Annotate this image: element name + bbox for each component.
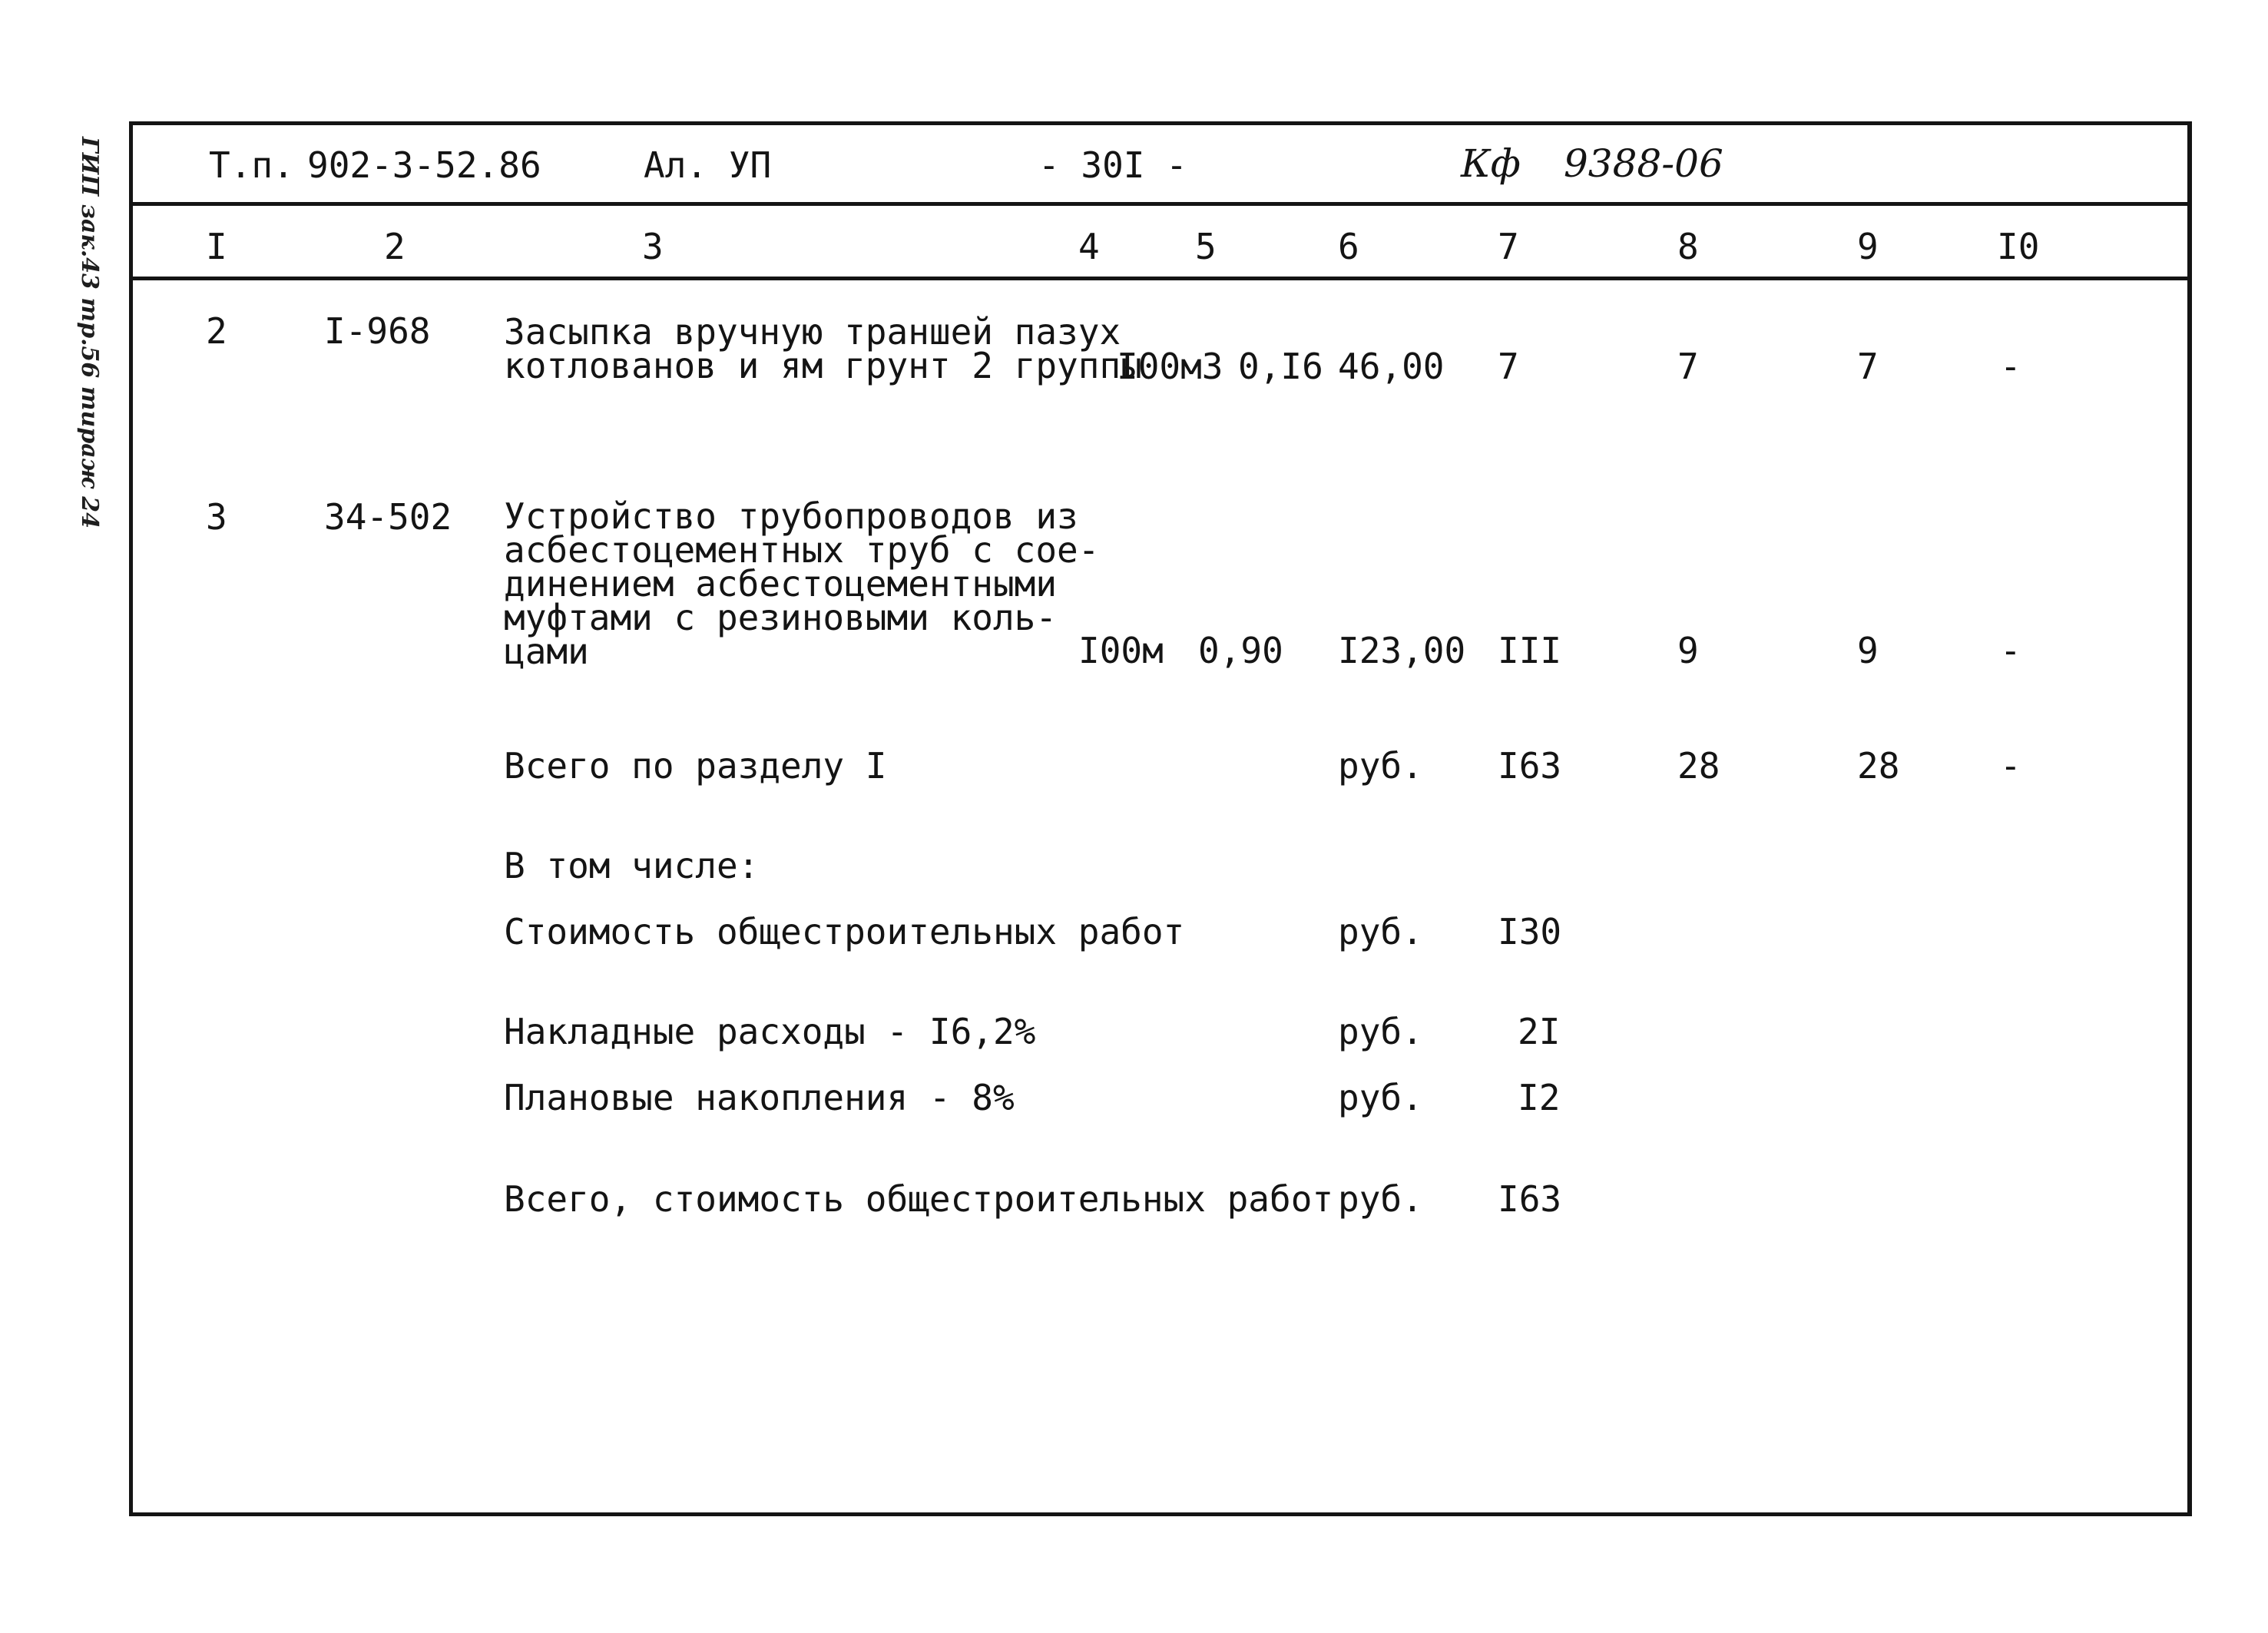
header-divider: [129, 202, 2192, 206]
column-number: I0: [1997, 226, 2040, 267]
unit: I00м: [1078, 630, 1164, 671]
column-9-value: 9: [1857, 630, 1879, 671]
description-line: динением асбестоцементными: [504, 563, 1058, 605]
column-number: 3: [642, 226, 664, 267]
column-number: 8: [1677, 226, 1699, 267]
description-line: Засыпка вручную траншей пазух: [504, 311, 1121, 353]
column-number: 5: [1195, 226, 1217, 267]
column-10-value: -: [2000, 346, 2021, 387]
work-description: [504, 311, 1142, 386]
section-total-column-8: 28: [1677, 745, 1720, 787]
total-cost: III: [1498, 630, 1562, 671]
rate-code: I-968: [324, 310, 431, 352]
column-number: 9: [1857, 226, 1879, 267]
work-description: [504, 495, 1100, 672]
planned-savings-value: I2: [1518, 1077, 1561, 1118]
column-9-value: 7: [1857, 346, 1879, 387]
section-total-label: Всего по разделу I: [504, 745, 887, 787]
unit-price: 46,00: [1338, 346, 1445, 387]
rate-code: 34-502: [324, 496, 452, 538]
column-8-value: 9: [1677, 630, 1699, 671]
planned-savings-label: Плановые накопления - 8%: [504, 1077, 1015, 1118]
side-note: ГИП зак.43 тр.56 тираж 24: [76, 137, 103, 529]
grand-total-label: Всего, стоимость общестроительных работ: [504, 1178, 1334, 1220]
grand-total-unit: руб.: [1338, 1178, 1423, 1220]
column-number: 6: [1338, 226, 1359, 267]
album-label: Ал. УП: [644, 144, 772, 186]
unit: I00м3: [1117, 346, 1223, 387]
construction-cost-value: I30: [1498, 911, 1562, 952]
including-label: В том числе:: [504, 845, 760, 886]
description-line: котлованов и ям грунт 2 группы: [504, 345, 1142, 386]
section-total-column-9: 28: [1857, 745, 1900, 787]
section-total-unit: руб.: [1338, 745, 1423, 787]
overhead-value: 2I: [1518, 1011, 1561, 1052]
quantity: 0,90: [1198, 630, 1283, 671]
section-total-column-10: -: [2000, 745, 2021, 787]
column-header-divider: [129, 277, 2192, 280]
description-line: муфтами с резиновыми коль-: [504, 597, 1058, 638]
row-number: 3: [206, 496, 227, 538]
construction-cost-label: Стоимость общестроительных работ: [504, 911, 1185, 952]
total-cost: 7: [1498, 346, 1519, 387]
unit-price: I23,00: [1338, 630, 1466, 671]
column-10-value: -: [2000, 630, 2021, 671]
construction-cost-unit: руб.: [1338, 911, 1423, 952]
overhead-label: Накладные расходы - I6,2%: [504, 1011, 1036, 1052]
planned-savings-unit: руб.: [1338, 1077, 1423, 1118]
description-line: асбестоцементных труб с сое-: [504, 529, 1100, 571]
column-number: 7: [1498, 226, 1519, 267]
column-8-value: 7: [1677, 346, 1699, 387]
column-number: I: [206, 226, 227, 267]
column-number: 2: [384, 226, 406, 267]
project-number: 902-3-52.86: [307, 144, 541, 186]
table-frame: [129, 121, 2192, 1516]
column-number: 4: [1078, 226, 1100, 267]
overhead-unit: руб.: [1338, 1011, 1423, 1052]
row-number: 2: [206, 310, 227, 352]
document-number: 9388-06: [1564, 141, 1723, 186]
quantity: 0,I6: [1238, 346, 1323, 387]
section-total-value: I63: [1498, 745, 1562, 787]
page-number: - 30I -: [1038, 144, 1187, 186]
description-line: Устройство трубопроводов из: [504, 495, 1078, 537]
grand-total-value: I63: [1498, 1178, 1562, 1220]
project-label: Т.п.: [209, 144, 294, 186]
document-code: Кф: [1461, 141, 1521, 186]
description-line: цами: [504, 631, 589, 672]
